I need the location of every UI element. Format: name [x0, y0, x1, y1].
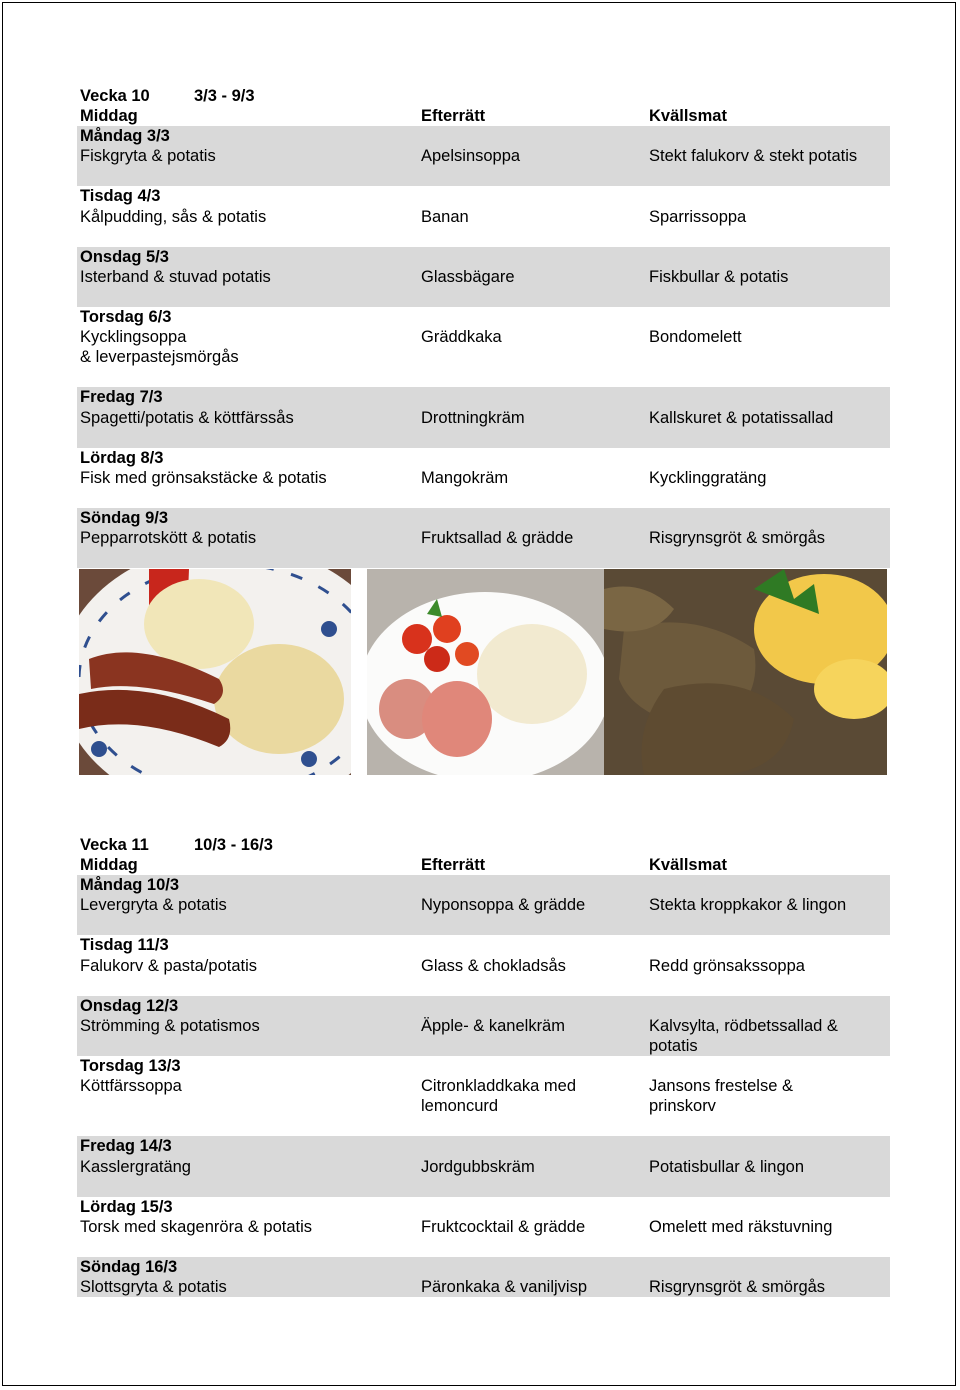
- kvallsmat-dish: Jansons frestelse &: [649, 1077, 793, 1096]
- day-label: Lördag 15/3: [80, 1197, 173, 1216]
- day-row: [77, 307, 890, 387]
- efterratt-dish: Gräddkaka: [421, 328, 502, 347]
- day-label: Torsdag 6/3: [80, 308, 172, 327]
- middag-dish: Levergryta & potatis: [80, 896, 227, 915]
- week-10-menu: [77, 86, 890, 568]
- day-label: Fredag 7/3: [80, 388, 163, 407]
- fried-fish-photo: [604, 569, 887, 775]
- header-efterratt: Efterrätt: [421, 107, 486, 126]
- middag-dish: Falukorv & pasta/potatis: [80, 956, 258, 975]
- efterratt-dish: Fruktsallad & grädde: [421, 529, 574, 548]
- day-row: [77, 448, 890, 508]
- header-kvallsmat: Kvällsmat: [649, 856, 727, 875]
- day-label: Fredag 14/3: [80, 1137, 172, 1156]
- day-row: [77, 996, 890, 1056]
- middag-dish: Slottsgryta & potatis: [80, 1278, 227, 1297]
- week-label: Vecka 10: [80, 87, 150, 105]
- sausage-sauerkraut-photo: [79, 569, 351, 775]
- middag-dish: Pepparrotskött & potatis: [80, 529, 257, 548]
- kvallsmat-dish: Risgrynsgröt & smörgås: [649, 529, 826, 548]
- day-row: [77, 1257, 890, 1297]
- week-11-menu: [77, 835, 890, 1297]
- day-label: Onsdag 5/3: [80, 247, 169, 266]
- middag-dish: Spagetti/potatis & köttfärssås: [80, 408, 294, 427]
- middag-dish: Kycklingsoppa: [80, 328, 187, 347]
- day-row: [77, 875, 890, 935]
- efterratt-dish: Päronkaka & vaniljvisp: [421, 1278, 587, 1297]
- header-efterratt: Efterrätt: [421, 856, 486, 875]
- kvallsmat-dish: Risgrynsgröt & smörgås: [649, 1278, 826, 1297]
- week-header: [77, 86, 890, 106]
- efterratt-dish: Citronkladdkaka med: [421, 1077, 576, 1096]
- header-middag: Middag: [80, 856, 138, 875]
- day-label: Söndag 9/3: [80, 508, 169, 527]
- efterratt-dish: Glassbägare: [421, 267, 515, 286]
- middag-dish: Köttfärssoppa: [80, 1077, 182, 1096]
- day-label: Måndag 3/3: [80, 127, 170, 146]
- day-label: Tisdag 11/3: [80, 936, 169, 955]
- day-row: [77, 186, 890, 246]
- kvallsmat-dish: Stekt falukorv & stekt potatis: [649, 147, 858, 166]
- column-headers: [77, 106, 890, 126]
- day-label: Torsdag 13/3: [80, 1057, 181, 1076]
- middag-dish: Kålpudding, sås & potatis: [80, 207, 267, 226]
- page: [2, 2, 956, 1386]
- kvallsmat-dish: Bondomelett: [649, 328, 742, 347]
- kvallsmat-dish: Sparrissoppa: [649, 207, 747, 226]
- day-row: [77, 935, 890, 995]
- middag-dish: Fisk med grönsakstäcke & potatis: [80, 468, 327, 487]
- efterratt-dish-cont: lemoncurd: [421, 1097, 499, 1116]
- middag-dish: Fiskgryta & potatis: [80, 147, 216, 166]
- day-row: [77, 387, 890, 447]
- efterratt-dish: Fruktcocktail & grädde: [421, 1217, 586, 1236]
- efterratt-dish: Apelsinsoppa: [421, 147, 521, 166]
- day-label: Tisdag 4/3: [80, 187, 161, 206]
- day-label: Onsdag 12/3: [80, 996, 179, 1015]
- day-row: [77, 508, 890, 568]
- day-row: [77, 247, 890, 307]
- middag-dish: Kasslergratäng: [80, 1157, 191, 1176]
- middag-dish: Isterband & stuvad potatis: [80, 267, 271, 286]
- day-row: [77, 1197, 890, 1257]
- efterratt-dish: Äpple- & kanelkräm: [421, 1016, 565, 1035]
- middag-dish-cont: & leverpastejsmörgås: [80, 348, 239, 367]
- day-label: Måndag 10/3: [80, 876, 180, 895]
- kvallsmat-dish: Kalvsylta, rödbetssallad &: [649, 1016, 838, 1035]
- efterratt-dish: Jordgubbskräm: [421, 1157, 535, 1176]
- week-label: Vecka 11: [80, 836, 149, 854]
- kvallsmat-dish-cont: potatis: [649, 1036, 698, 1055]
- day-label: Lördag 8/3: [80, 448, 164, 467]
- efterratt-dish: Mangokräm: [421, 468, 509, 487]
- day-row: [77, 126, 890, 186]
- day-label: Söndag 16/3: [80, 1257, 178, 1276]
- week-header: [77, 835, 890, 855]
- sausage-pasta-photo: [367, 569, 604, 775]
- middag-dish: Strömming & potatismos: [80, 1016, 260, 1035]
- day-row: [77, 1056, 890, 1136]
- efterratt-dish: Glass & chokladsås: [421, 956, 566, 975]
- kvallsmat-dish: Omelett med räkstuvning: [649, 1217, 833, 1236]
- efterratt-dish: Nyponsoppa & grädde: [421, 896, 586, 915]
- kvallsmat-dish: Stekta kroppkakor & lingon: [649, 896, 847, 915]
- kvallsmat-dish: Kycklinggratäng: [649, 468, 767, 487]
- week-range: 3/3 - 9/3: [194, 87, 255, 105]
- kvallsmat-dish: Fiskbullar & potatis: [649, 267, 789, 286]
- header-kvallsmat: Kvällsmat: [649, 107, 727, 126]
- week-range: 10/3 - 16/3: [194, 836, 273, 854]
- day-row: [77, 1136, 890, 1196]
- kvallsmat-dish: Kallskuret & potatissallad: [649, 408, 834, 427]
- header-middag: Middag: [80, 107, 138, 126]
- efterratt-dish: Banan: [421, 207, 469, 226]
- kvallsmat-dish: Potatisbullar & lingon: [649, 1157, 805, 1176]
- kvallsmat-dish: Redd grönsakssoppa: [649, 956, 805, 975]
- food-photos: [79, 569, 887, 775]
- middag-dish: Torsk med skagenröra & potatis: [80, 1217, 313, 1236]
- kvallsmat-dish-cont: prinskorv: [649, 1097, 716, 1116]
- column-headers: [77, 855, 890, 875]
- efterratt-dish: Drottningkräm: [421, 408, 525, 427]
